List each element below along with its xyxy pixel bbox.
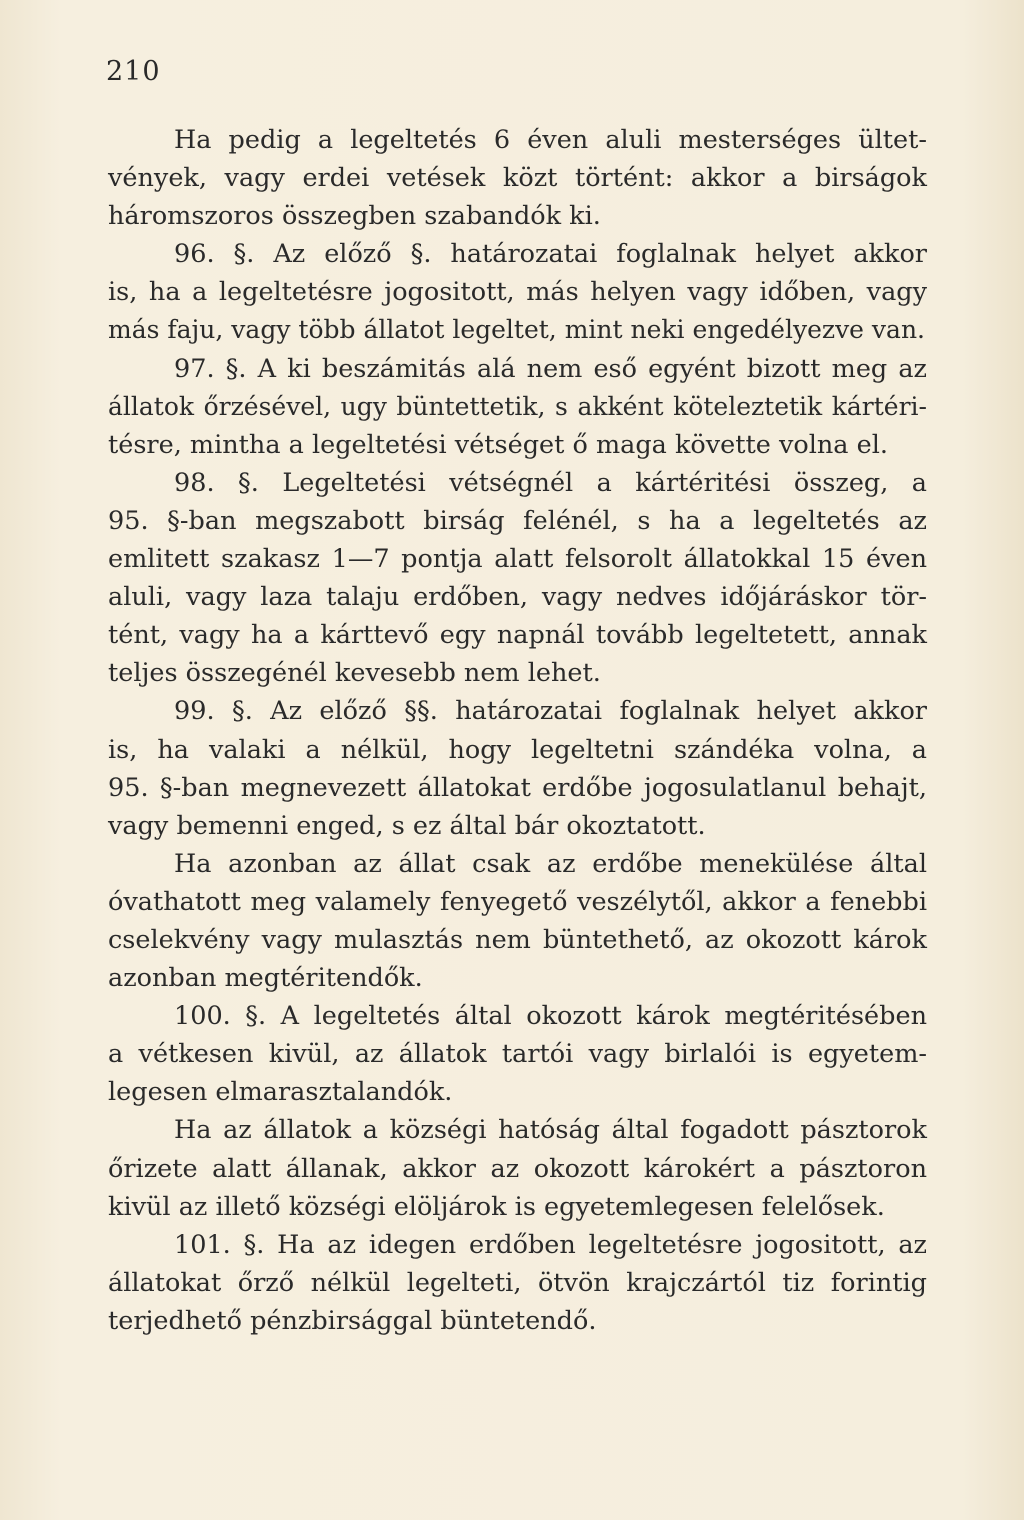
text-line: 95. §-ban megszabott birság felénél, s ha a legeltetés az — [108, 505, 927, 536]
text-line: őrizete alatt állanak, akkor az okozott károkért a pásztoron — [108, 1153, 927, 1184]
page-number: 210 — [106, 56, 161, 87]
text-line: 101. §. Ha az idegen erdőben legeltetésre jogositott, az — [174, 1229, 927, 1260]
text-line: 98. §. Legeltetési vétségnél a kártéritési összeg, a — [174, 467, 927, 498]
text-line: kivül az illető községi elöljárok is egyetemlegesen felelősek. — [108, 1191, 885, 1222]
text-line: 100. §. A legeltetés által okozott károk megtéritésében — [174, 1001, 927, 1032]
text-line: háromszoros összegben szabandók ki. — [108, 201, 601, 232]
text-line: tésre, mintha a legeltetési vétséget ő maga követte volna el. — [108, 429, 888, 460]
text-line: más faju, vagy több állatot legeltet, mint neki engedélyezve van. — [108, 315, 926, 345]
text-line: tént, vagy ha a kárttevő egy napnál tovább legeltetett, annak — [108, 620, 927, 651]
text-line: azonban megtéritendők. — [108, 963, 423, 994]
text-line: is, ha valaki a nélkül, hogy legeltetni szándéka volna, a — [108, 734, 927, 765]
text-line: állatokat őrző nélkül legelteti, ötvön krajczártól tiz forintig — [108, 1267, 927, 1298]
text-line: emlitett szakasz 1—7 pontja alatt felsorolt állatokkal 15 éven — [108, 544, 927, 575]
text-line: 97. §. A ki beszámitás alá nem eső egyént bizott meg az — [174, 353, 927, 384]
text-line: Ha azonban az állat csak az erdőbe menekülése által — [174, 848, 927, 879]
text-line: állatok őrzésével, ugy büntettetik, s akként köteleztetik kártéri- — [108, 391, 927, 421]
text-line: terjedhető pénzbirsággal büntetendő. — [108, 1305, 597, 1336]
text-line: cselekvény vagy mulasztás nem büntethető, az okozott károk — [108, 924, 927, 955]
text-line: Ha pedig a legeltetés 6 éven aluli mesterséges ültet- — [174, 125, 927, 155]
text-line: vagy bemenni enged, s ez által bár okoztatott. — [108, 810, 706, 841]
text-line: aluli, vagy laza talaju erdőben, vagy nedves időjáráskor tör- — [108, 582, 927, 613]
body-text — [108, 121, 927, 1340]
text-line: Ha az állatok a községi hatóság által fogadott pásztorok — [174, 1115, 927, 1146]
text-line: is, ha a legeltetésre jogositott, más helyen vagy időben, vagy — [108, 277, 927, 308]
text-line: a vétkesen kivül, az állatok tartói vagy birlalói is egyetem- — [108, 1039, 927, 1070]
text-line: óvathatott meg valamely fenyegető veszélytől, akkor a fenebbi — [108, 886, 927, 917]
text-line: teljes összegénél kevesebb nem lehet. — [108, 658, 601, 689]
text-line: legesen elmarasztalandók. — [108, 1077, 453, 1108]
text-line: 95. §-ban megnevezett állatokat erdőbe jogosulatlanul behajt, — [108, 772, 927, 803]
text-line: vények, vagy erdei vetések közt történt: akkor a birságok — [108, 163, 927, 194]
text-line: 99. §. Az előző §§. határozatai foglalnak helyet akkor — [174, 696, 927, 727]
text-line: 96. §. Az előző §. határozatai foglalnak helyet akkor — [174, 239, 927, 270]
